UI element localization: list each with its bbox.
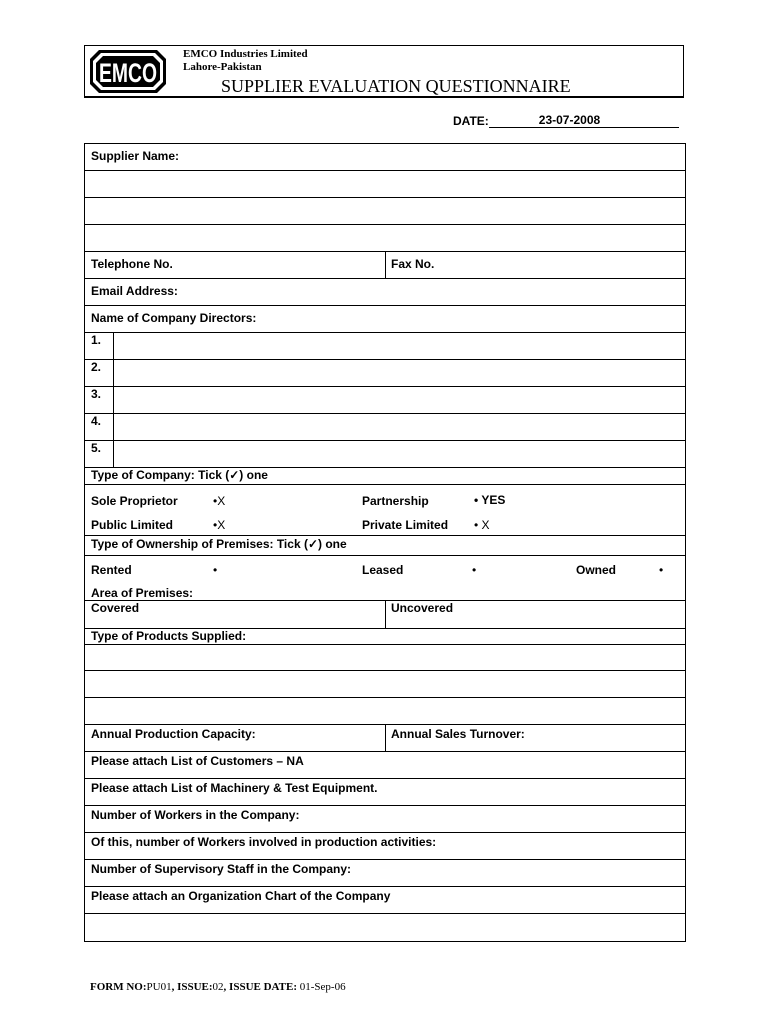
director-number: 3. (91, 387, 102, 401)
telephone-label: Telephone No. (91, 257, 173, 271)
number-column-divider (113, 387, 114, 413)
machinery-row[interactable] (85, 779, 685, 806)
number-column-divider (113, 333, 114, 359)
org-chart-label: Please attach an Organization Chart of the Company (91, 889, 391, 903)
private-limited-mark[interactable]: • X (474, 518, 490, 532)
number-column-divider (113, 441, 114, 467)
production-workers-label: Of this, number of Workers involved in production activities: (91, 835, 437, 849)
option-owned: Owned (576, 563, 617, 577)
director-number: 5. (91, 441, 102, 455)
option-public-limited: Public Limited (91, 518, 174, 532)
products-heading-row (85, 629, 685, 644)
products-label: Type of Products Supplied: (91, 629, 247, 643)
covered-label: Covered (91, 601, 140, 615)
supervisory-row[interactable] (85, 860, 685, 887)
svg-text:EMCO: EMCO (99, 58, 157, 88)
ownership-type-label: Type of Ownership of Premises: Tick (✓) one (91, 537, 347, 551)
workers-label: Number of Workers in the Company: (91, 808, 300, 822)
option-partnership: Partnership (362, 494, 429, 508)
ownership-options-row (85, 556, 685, 586)
form-header (84, 45, 684, 98)
date-value: 23-07-2008 (538, 113, 601, 127)
director-number: 1. (91, 333, 102, 347)
workers-row[interactable] (85, 806, 685, 833)
number-column-divider (113, 414, 114, 440)
products-line-3[interactable] (85, 698, 685, 725)
company-type-label: Type of Company: Tick (✓) one (91, 468, 268, 482)
supervisory-label: Number of Supervisory Staff in the Company: (91, 862, 352, 876)
owned-mark[interactable]: • (659, 563, 664, 577)
option-rented: Rented (91, 563, 132, 577)
leased-mark[interactable]: • (472, 563, 477, 577)
issue-label: , ISSUE: (171, 981, 213, 993)
customers-label: Please attach List of Customers – NA (91, 754, 304, 768)
turnover-label: Annual Sales Turnover: (391, 727, 525, 741)
telephone-fax-row[interactable] (85, 252, 685, 279)
director-row-1[interactable] (85, 333, 685, 360)
blank-final-row[interactable] (85, 914, 685, 941)
supplier-name-line-4[interactable] (85, 225, 685, 252)
customers-row[interactable] (85, 752, 685, 779)
sole-proprietor-mark[interactable]: •X (213, 494, 226, 508)
option-leased: Leased (362, 563, 404, 577)
issue-value: 02 (212, 981, 224, 993)
date-line (489, 113, 679, 128)
area-label: Area of Premises: (91, 586, 194, 600)
email-row[interactable] (85, 279, 685, 306)
directors-label: Name of Company Directors: (91, 311, 257, 325)
column-divider (385, 601, 386, 628)
products-line-1[interactable] (85, 644, 685, 671)
rented-mark[interactable]: • (213, 563, 218, 577)
production-workers-row[interactable] (85, 833, 685, 860)
products-line-2[interactable] (85, 671, 685, 698)
director-row-2[interactable] (85, 360, 685, 387)
area-heading-row (85, 586, 685, 600)
director-row-4[interactable] (85, 414, 685, 441)
issue-date-label: , ISSUE DATE: (223, 981, 300, 993)
supplier-name-row[interactable] (85, 144, 685, 171)
fax-label: Fax No. (391, 257, 435, 271)
page-title: SUPPLIER EVALUATION QUESTIONNAIRE (221, 76, 571, 96)
director-row-5[interactable] (85, 441, 685, 468)
machinery-label: Please attach List of Machinery & Test Equipment. (91, 781, 378, 795)
email-label: Email Address: (91, 284, 178, 298)
column-divider (385, 252, 386, 278)
directors-heading-row (85, 306, 685, 333)
partnership-mark[interactable]: • YES (474, 493, 506, 507)
public-limited-mark[interactable]: •X (213, 518, 226, 532)
covered-uncovered-row[interactable] (85, 600, 685, 629)
ownership-heading-row (85, 536, 685, 556)
director-number: 4. (91, 414, 102, 428)
company-type-heading-row (85, 468, 685, 485)
emco-logo (89, 49, 167, 94)
issue-date-value: 01-Sep-06 (299, 981, 346, 993)
date-field (453, 113, 679, 128)
column-divider (385, 725, 386, 751)
capacity-label: Annual Production Capacity: (91, 727, 256, 741)
form-no-value: PU01 (146, 981, 172, 993)
director-number: 2. (91, 360, 102, 374)
company-location: Lahore-Pakistan (183, 61, 262, 73)
director-row-3[interactable] (85, 387, 685, 414)
supplier-name-line-2[interactable] (85, 171, 685, 198)
org-chart-row[interactable] (85, 887, 685, 914)
number-column-divider (113, 360, 114, 386)
company-name: EMCO Industries Limited (183, 48, 308, 60)
option-sole-proprietor: Sole Proprietor (91, 494, 178, 508)
date-label: DATE: (453, 114, 489, 128)
questionnaire-table (84, 143, 686, 942)
option-private-limited: Private Limited (362, 518, 449, 532)
form-no-label: FORM NO: (90, 981, 147, 993)
uncovered-label: Uncovered (391, 601, 454, 615)
company-type-options-row (85, 485, 685, 536)
supplier-name-label: Supplier Name: (91, 149, 180, 163)
form-footer (90, 981, 346, 993)
capacity-turnover-row[interactable] (85, 725, 685, 752)
supplier-name-line-3[interactable] (85, 198, 685, 225)
